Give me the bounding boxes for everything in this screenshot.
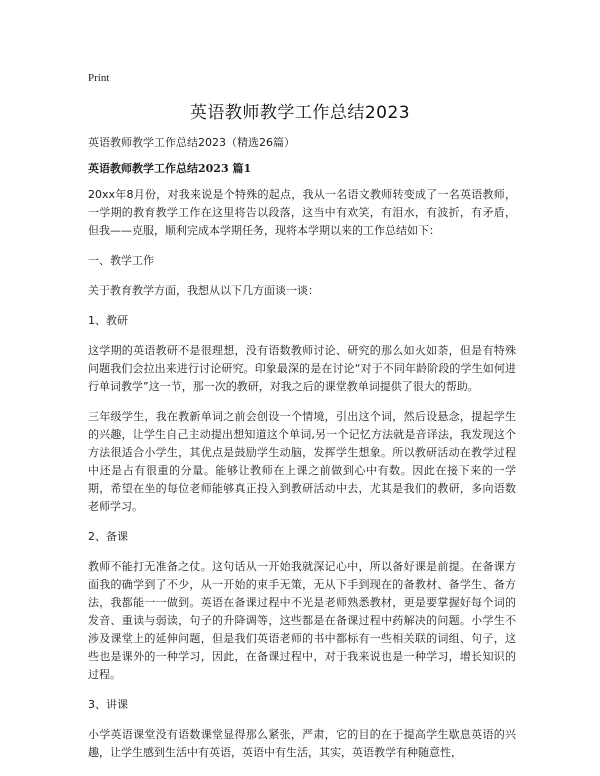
heading-teaching-work: 一、教学工作 — [88, 254, 154, 267]
paragraph-teaching-research: 这学期的英语教研不是很理想，没有语数教师讨论、研究的那么如火如荼，但是有特殊问题我们会拉出来进行讨论研究。印象最深的是在讨论“对于不同年龄阶段的学生如何进行单词教学”这一节，那一次的教研，对我之后的课堂教单词提供了很大的帮助。 — [88, 344, 516, 393]
heading-lecturing: 3、讲课 — [88, 698, 128, 711]
document-body — [88, 134, 516, 774]
document-title: 英语教师教学工作总结2023 — [189, 103, 411, 123]
print-label: Print — [88, 72, 110, 84]
paragraph-overview: 关于教育教学方面，我想从以下几方面谈一谈： — [88, 284, 319, 297]
paragraph-grade-three: 三年级学生，我在教新单词之前会创设一个情境，引出这个词，然后设悬念，提起学生的兴趣，让学生自己主动提出想知道这个单词,另一个记忆方法就是音译法，我发现这个方法很适合小学生，其优点是鼓励学生动脑，发挥学生想象。所以教研活动在教学过程中还是占有很重的分量。能够让教师在上课之前做到心中有数。因此在接下来的一学期，希望在坐的每位老师能够真正投入到教研活动中去，尤其是我们的教研，多向语数老师学习。 — [88, 410, 516, 513]
paragraph-intro: 20xx年8月份，对我来说是个特殊的起点，我从一名语文教师转变成了一名英语教师，一学期的教育教学工作在这里将告以段落，这当中有欢笑，有泪水，有波折，有矛盾，但我——克服，顺利完成本学期任务，现将本学期以来的工作总结如下： — [88, 188, 516, 237]
section-heading: 英语教师教学工作总结2023 篇1 — [88, 162, 252, 175]
paragraph-lecturing: 小学英语课堂没有语数课堂显得那么紧张，严肃，它的目的在于提高学生歇息英语的兴趣，让学生感到生活中有英语，英语中有生活，其实，英语教学有种随意性， — [88, 728, 516, 759]
heading-lesson-prep: 2、备课 — [88, 530, 128, 543]
paragraph-lesson-prep: 教师不能打无准备之仗。这句话从一开始我就深记心中，所以备好课是前提。在备课方面我的确学到了不少，从一开始的束手无策，无从下手到现在的备教材、备学生、备方法，我都能一一做到。英语在备课过程中不光是老师熟悉教材，更是要掌握好每个词的发音、重读与弱读，句子的升降调等，这些都是在备课过程中药解决的问题。小学生不涉及课堂上的延伸问题，但是我们英语老师的书中都标有一些相关联的词组、句子，这些也是课外的一种学习，因此，在备课过程中，对于我来说也是一种学习，增长知识的过程。 — [88, 560, 516, 681]
document-subtitle: 英语教师教学工作总结2023（精选26篇） — [88, 136, 295, 149]
heading-teaching-research: 1、教研 — [88, 314, 128, 327]
